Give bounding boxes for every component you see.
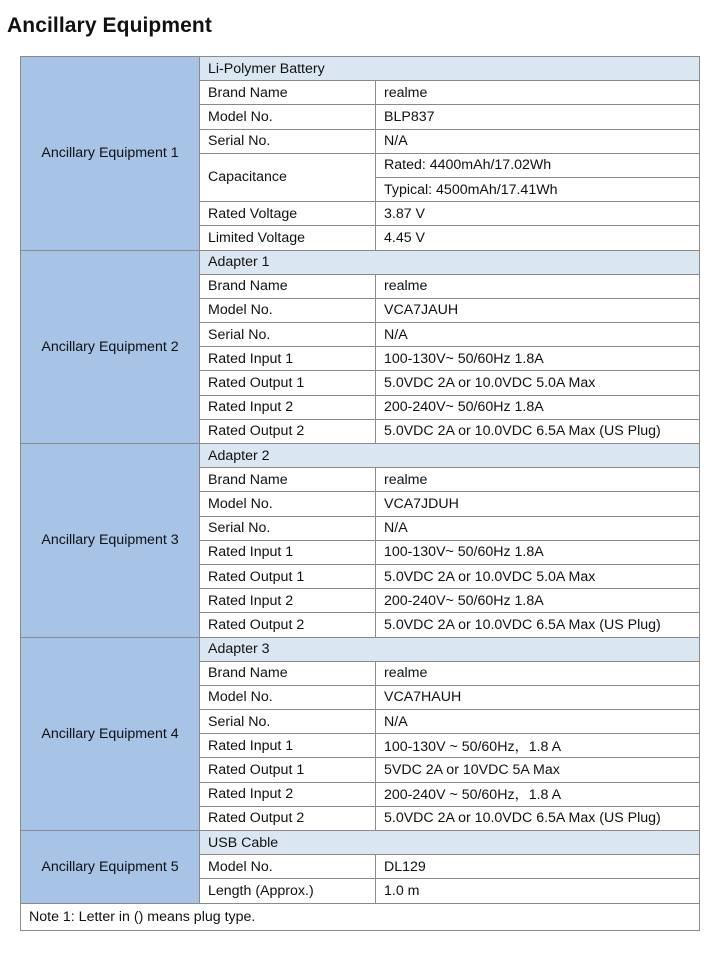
spec-name: Model No.	[200, 298, 376, 322]
spec-value: 5.0VDC 2A or 10.0VDC 6.5A Max (US Plug)	[376, 806, 700, 830]
spec-name: Length (Approx.)	[200, 879, 376, 903]
table-note: Note 1: Letter in () means plug type.	[21, 903, 700, 930]
spec-name: Brand Name	[200, 81, 376, 105]
group-label: Ancillary Equipment 5	[21, 831, 200, 904]
spec-name: Rated Input 2	[200, 782, 376, 806]
capacitance-rated: Rated: 4400mAh/17.02Wh	[376, 153, 700, 177]
spec-value: 5.0VDC 2A or 10.0VDC 6.5A Max (US Plug)	[376, 419, 700, 443]
spec-value: 200-240V ~ 50/60Hz，1.8 A	[376, 782, 700, 806]
group-label: Ancillary Equipment 2	[21, 250, 200, 444]
spec-name: Model No.	[200, 492, 376, 516]
spec-value: 100-130V~ 50/60Hz 1.8A	[376, 347, 700, 371]
spec-value: 5.0VDC 2A or 10.0VDC 6.5A Max (US Plug)	[376, 613, 700, 637]
group-label: Ancillary Equipment 3	[21, 444, 200, 638]
table-row	[21, 444, 700, 468]
spec-name: Rated Input 1	[200, 540, 376, 564]
spec-name: Capacitance	[200, 153, 376, 201]
spec-name: Model No.	[200, 855, 376, 879]
table-row	[21, 903, 700, 930]
section-header: Adapter 3	[200, 637, 700, 661]
spec-name: Rated Output 2	[200, 806, 376, 830]
spec-value: 100-130V~ 50/60Hz 1.8A	[376, 540, 700, 564]
spec-value: realme	[376, 468, 700, 492]
spec-name: Rated Output 1	[200, 371, 376, 395]
spec-name: Brand Name	[200, 661, 376, 685]
spec-value: N/A	[376, 516, 700, 540]
spec-value: 5.0VDC 2A or 10.0VDC 5.0A Max	[376, 371, 700, 395]
spec-name: Model No.	[200, 685, 376, 709]
spec-value: VCA7JDUH	[376, 492, 700, 516]
spec-name: Rated Output 1	[200, 564, 376, 588]
table-row	[21, 250, 700, 274]
spec-name: Rated Input 2	[200, 395, 376, 419]
spec-name: Rated Input 2	[200, 589, 376, 613]
table-row	[21, 57, 700, 81]
spec-value: realme	[376, 81, 700, 105]
table-row	[21, 637, 700, 661]
spec-value: 200-240V~ 50/60Hz 1.8A	[376, 395, 700, 419]
spec-name: Rated Output 1	[200, 758, 376, 782]
spec-value: 5.0VDC 2A or 10.0VDC 5.0A Max	[376, 564, 700, 588]
spec-value: N/A	[376, 129, 700, 153]
spec-value: 4.45 V	[376, 226, 700, 250]
spec-value: N/A	[376, 323, 700, 347]
spec-name: Serial No.	[200, 129, 376, 153]
spec-value: VCA7HAUH	[376, 685, 700, 709]
spec-value: realme	[376, 274, 700, 298]
table-row	[21, 831, 700, 855]
spec-name: Limited Voltage	[200, 226, 376, 250]
spec-name: Rated Voltage	[200, 202, 376, 226]
group-label: Ancillary Equipment 1	[21, 57, 200, 251]
group-label: Ancillary Equipment 4	[21, 637, 200, 831]
spec-value: N/A	[376, 710, 700, 734]
spec-value: BLP837	[376, 105, 700, 129]
spec-name: Rated Output 2	[200, 419, 376, 443]
spec-name: Serial No.	[200, 516, 376, 540]
page-title: Ancillary Equipment	[7, 14, 212, 37]
section-header: Li-Polymer Battery	[200, 57, 700, 81]
spec-value: DL129	[376, 855, 700, 879]
section-header: Adapter 1	[200, 250, 700, 274]
spec-value: 100-130V ~ 50/60Hz，1.8 A	[376, 734, 700, 758]
spec-value: 200-240V~ 50/60Hz 1.8A	[376, 589, 700, 613]
spec-name: Rated Input 1	[200, 347, 376, 371]
capacitance-typical: Typical: 4500mAh/17.41Wh	[376, 177, 700, 201]
spec-value: realme	[376, 661, 700, 685]
spec-name: Brand Name	[200, 274, 376, 298]
spec-value: 5VDC 2A or 10VDC 5A Max	[376, 758, 700, 782]
spec-name: Model No.	[200, 105, 376, 129]
spec-value: 1.0 m	[376, 879, 700, 903]
spec-name: Rated Output 2	[200, 613, 376, 637]
spec-name: Brand Name	[200, 468, 376, 492]
ancillary-equipment-table	[20, 56, 700, 931]
spec-name: Rated Input 1	[200, 734, 376, 758]
spec-value: VCA7JAUH	[376, 298, 700, 322]
spec-value: 3.87 V	[376, 202, 700, 226]
spec-name: Serial No.	[200, 323, 376, 347]
section-header: USB Cable	[200, 831, 700, 855]
spec-name: Serial No.	[200, 710, 376, 734]
section-header: Adapter 2	[200, 444, 700, 468]
